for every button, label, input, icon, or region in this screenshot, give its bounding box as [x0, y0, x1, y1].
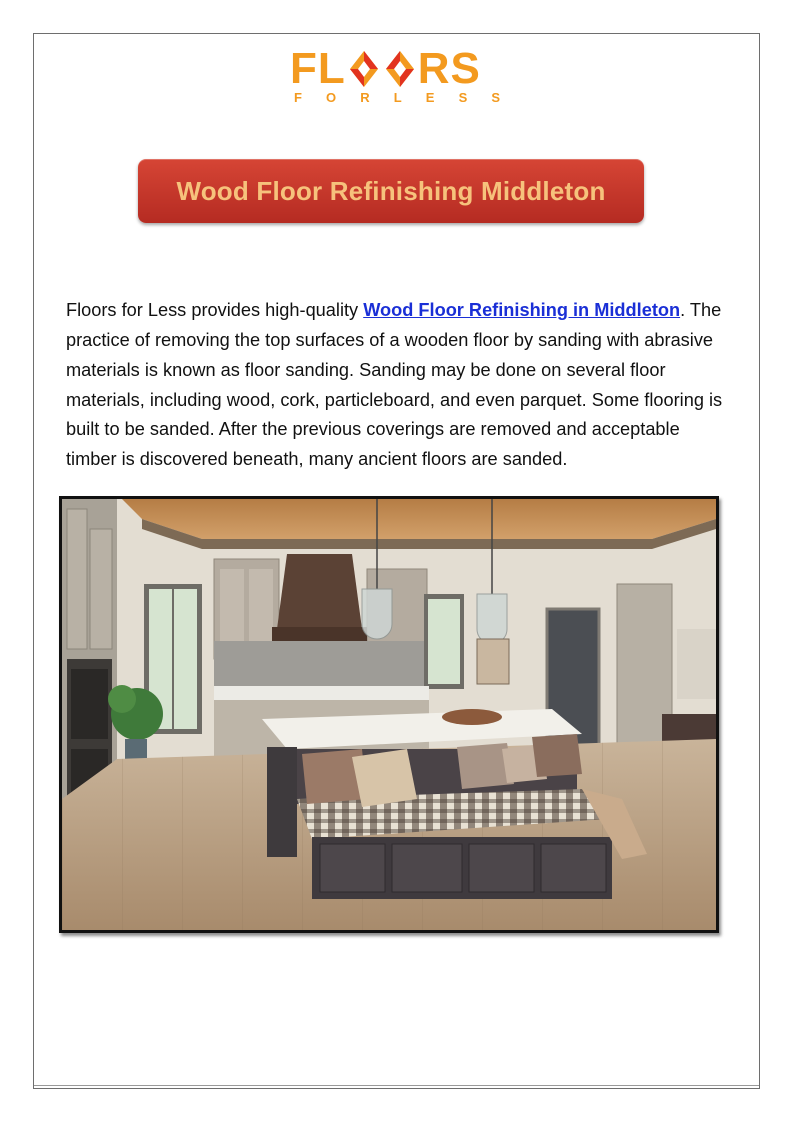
kitchen-interior-photo — [59, 496, 719, 933]
article-intro: Floors for Less provides high-quality — [66, 300, 364, 321]
logo-tagline-letter: S — [458, 90, 468, 105]
logo-tagline-letter: F — [294, 90, 302, 105]
article-body: . The practice of removing the top surfaces of a wooden floor by sanding with abrasive materials is known as floor sanding. Sanding may be done on several floor materials, including wood, cork, particleboard, and even parquet. Some flooring is built to be sanded. After the previous coverings are removed and acceptable timber is discovered beneath, many ancient floors are sanded. — [66, 300, 723, 470]
title-banner — [138, 159, 644, 223]
logo-tagline — [294, 90, 500, 105]
logo-tagline-letter: L — [393, 90, 402, 105]
diamond-icon — [347, 48, 381, 90]
logo-tagline-letter: O — [326, 90, 337, 105]
logo-tagline-letter: R — [360, 90, 370, 105]
logo-tagline-letter: S — [491, 90, 500, 105]
logo-tagline-letter: E — [425, 90, 435, 105]
page-title: Wood Floor Refinishing Middleton — [176, 175, 606, 206]
wood-floor-refinishing-link[interactable]: Wood Floor Refinishing in Middleton — [363, 300, 681, 321]
floors-for-less-logo[interactable] — [290, 44, 504, 110]
kitchen-illustration — [62, 499, 716, 930]
logo-letters-right: RS — [417, 44, 481, 93]
article-paragraph — [66, 296, 734, 475]
diamond-icon — [383, 48, 417, 90]
logo-wordmark — [290, 44, 481, 93]
logo-letters-left: FL — [290, 44, 346, 93]
